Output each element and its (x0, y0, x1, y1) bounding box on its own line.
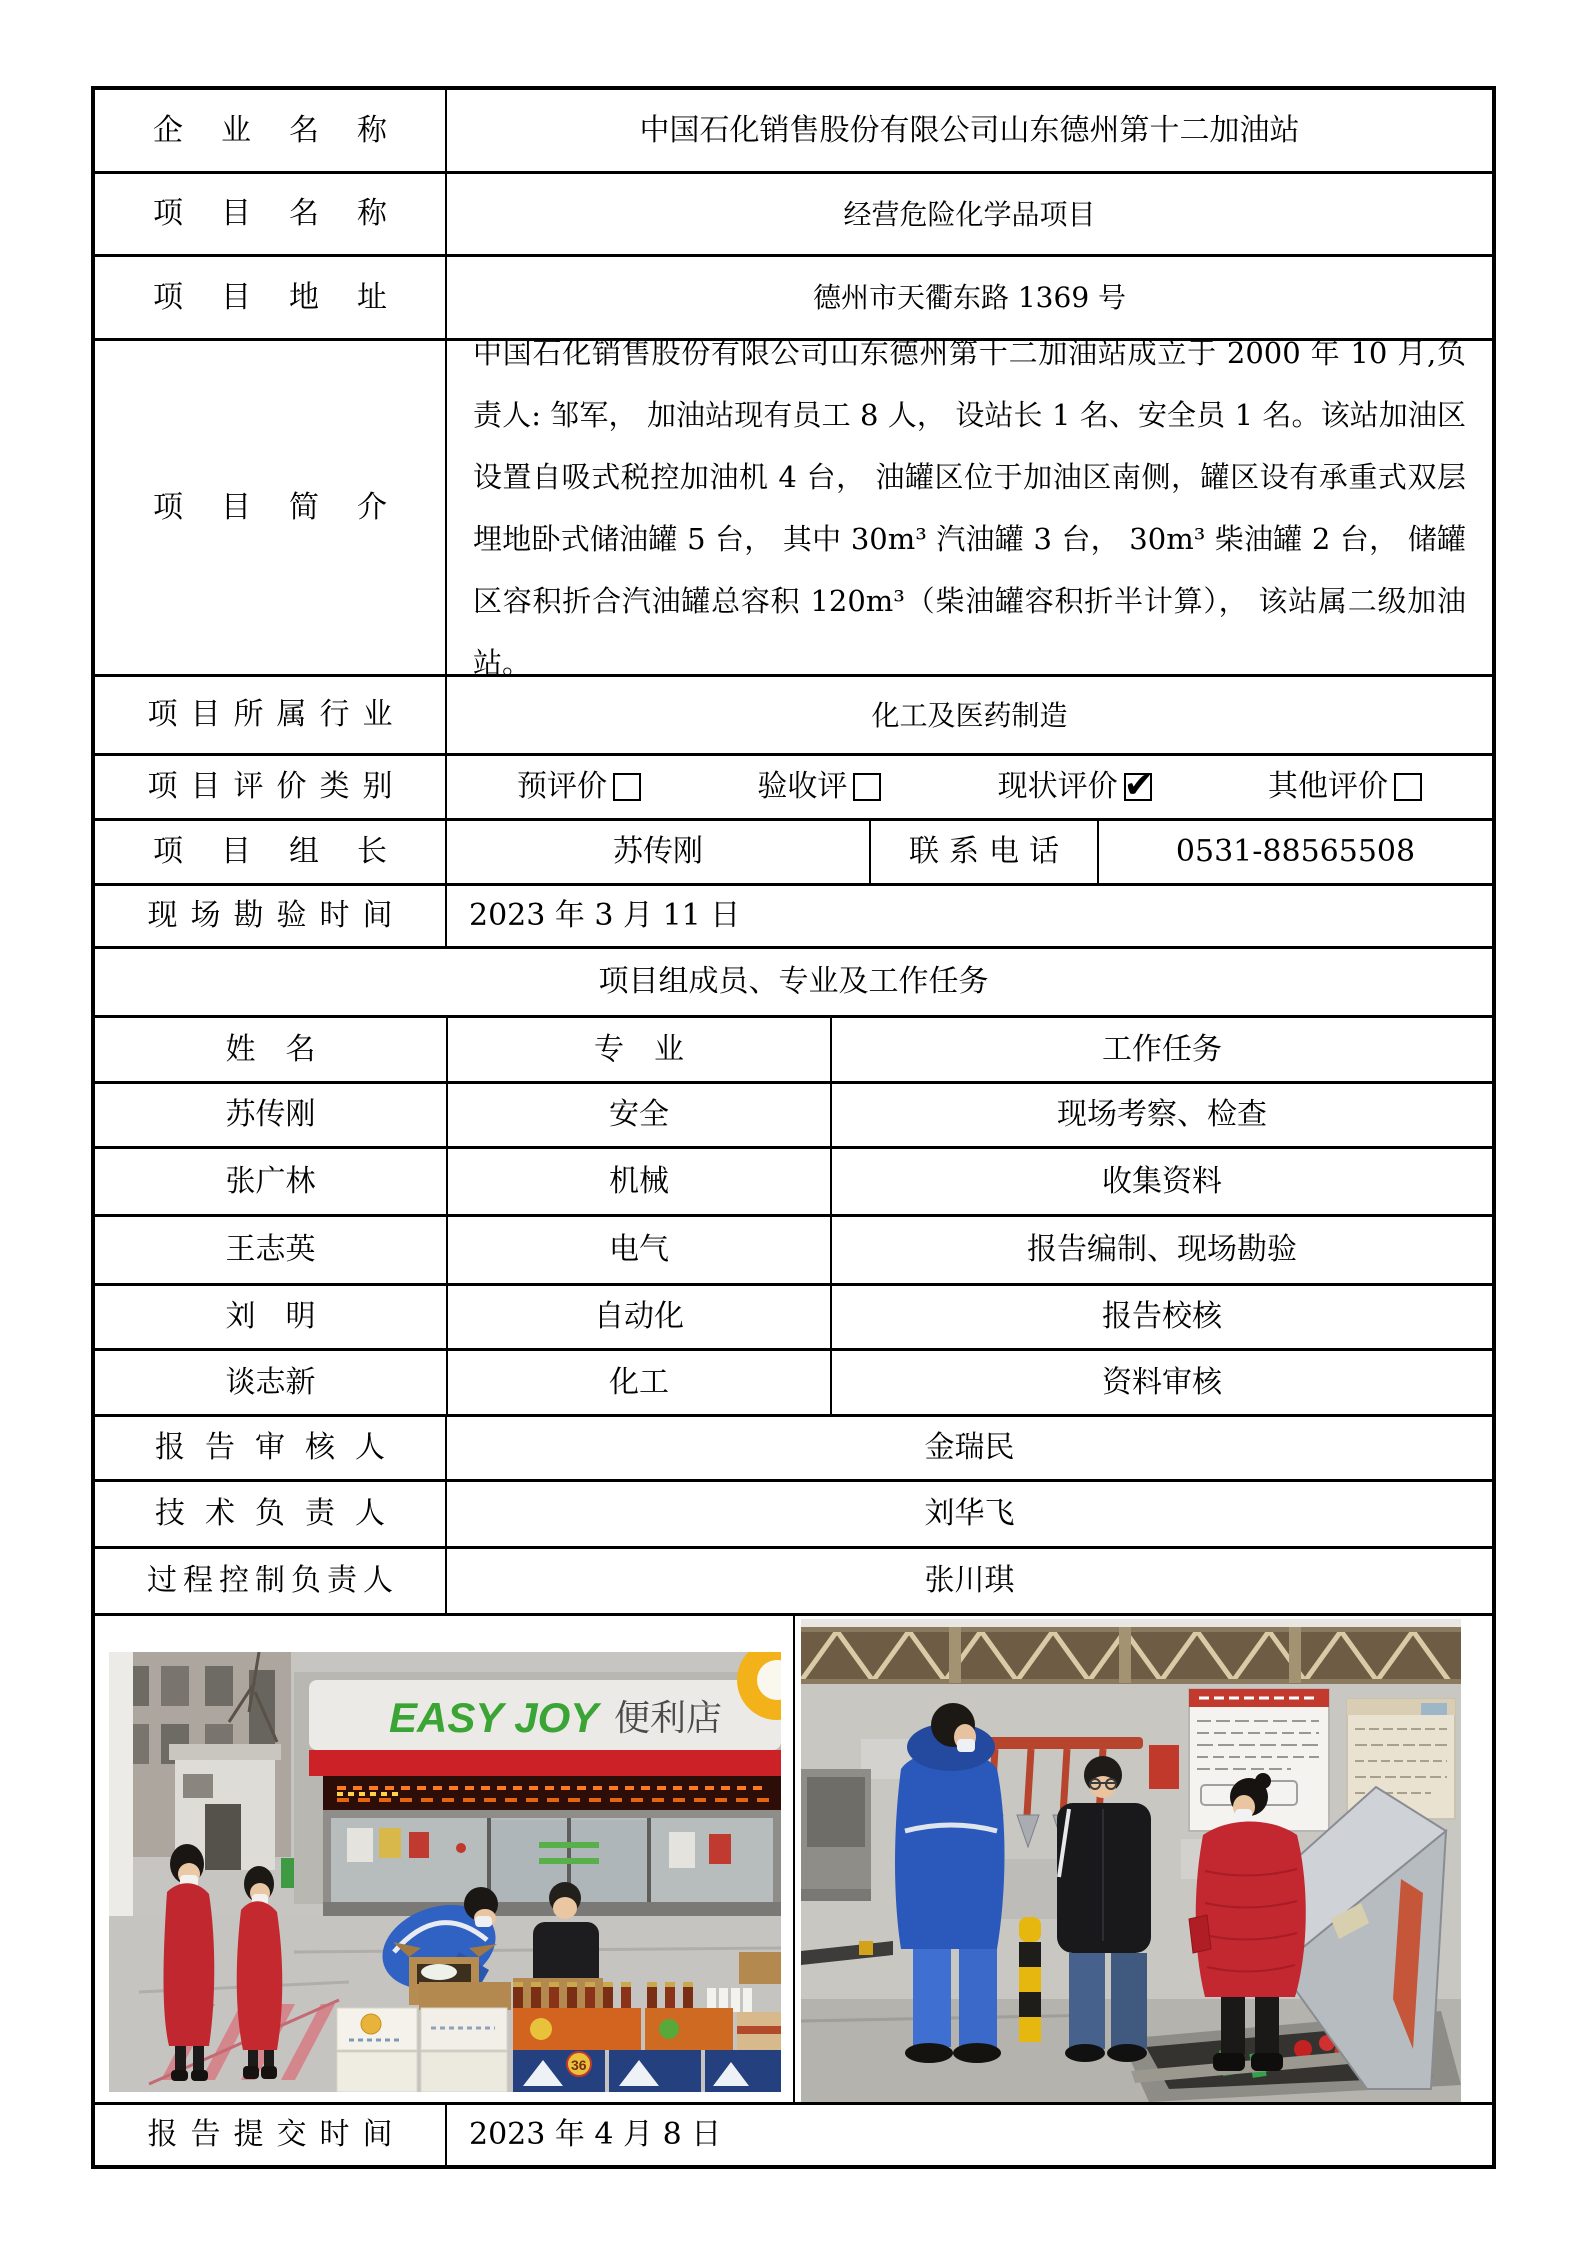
checkbox-pre-evaluation (613, 773, 641, 801)
row-company (95, 90, 1492, 171)
photo-unloading-area-inspection (801, 1619, 1461, 2102)
project-label-cell (95, 174, 445, 254)
submit-date-value: 2023 年 4 月 8 日 (445, 2105, 1492, 2165)
striped-bollard (1019, 1917, 1041, 2042)
option-status-evaluation (998, 768, 1152, 806)
process-lead-value: 张川琪 (445, 1549, 1492, 1613)
face-mask (957, 1739, 975, 1752)
member-3-task: 报告编制、现场勘验 (830, 1217, 1492, 1283)
project-value: 经营危险化学品项目 (445, 174, 1492, 254)
table-row-member-4 (95, 1283, 1492, 1348)
evaluation-options (445, 756, 1492, 818)
row-evaluation-type (95, 753, 1492, 818)
member-2-name: 张广林 (225, 1163, 316, 1199)
member-5-name: 谈志新 (225, 1364, 316, 1400)
table-row-member-1 (95, 1081, 1492, 1146)
submit-date-label-cell (95, 2105, 445, 2165)
table-row-member-5 (95, 1348, 1492, 1414)
leader-label: 项目组长 (153, 834, 425, 870)
member-4-name: 刘 明 (225, 1299, 316, 1335)
option-other-evaluation (1268, 768, 1422, 806)
survey-date-value: 2023 年 3 月 11 日 (445, 886, 1492, 946)
member-1-name: 苏传刚 (225, 1097, 316, 1133)
store-facade (294, 1652, 781, 1916)
member-5-task: 资料审核 (830, 1351, 1492, 1414)
option-acceptance-evaluation-label: 验收评 (757, 769, 848, 805)
company-label-cell (95, 90, 445, 171)
company-value: 中国石化销售股份有限公司山东德州第十二加油站 (445, 90, 1492, 171)
row-team-columns (95, 1015, 1492, 1081)
face-mask (475, 1916, 492, 1927)
red-folder (1189, 1915, 1211, 1953)
leader-phone-label: 联系电话 (909, 834, 1069, 870)
member-2-major: 机械 (446, 1149, 830, 1214)
row-team-section-title (95, 946, 1492, 1015)
option-acceptance-evaluation (757, 768, 881, 806)
row-process-lead (95, 1546, 1492, 1613)
reviewer-value: 金瑞民 (445, 1417, 1492, 1479)
member-4-major: 自动化 (446, 1286, 830, 1348)
table-row-member-3 (95, 1214, 1492, 1283)
survey-date-label-cell (95, 886, 445, 946)
leader-label-cell (95, 821, 445, 883)
address-label-cell (95, 257, 445, 338)
project-label: 项目名称 (153, 196, 425, 232)
option-pre-evaluation-label: 预评价 (517, 769, 607, 805)
team-col-name: 姓 名 (225, 1031, 316, 1067)
industry-value: 化工及医药制造 (445, 677, 1492, 753)
company-label: 企业名称 (153, 112, 425, 148)
option-other-evaluation-label: 其他评价 (1267, 769, 1388, 805)
checkbox-status-evaluation-checked (1124, 773, 1152, 801)
submit-date-label: 报告提交时间 (147, 2117, 406, 2153)
photo-cell-left (95, 1616, 793, 2102)
table-row-member-2 (95, 1146, 1492, 1214)
reviewer-label: 报告审核人 (155, 1430, 405, 1466)
member-3-name: 王志英 (225, 1232, 316, 1268)
row-leader (95, 818, 1492, 883)
row-submit-date (95, 2102, 1492, 2165)
team-col-major: 专 业 (446, 1018, 830, 1081)
industry-label: 项目所属行业 (147, 697, 406, 733)
member-2-task: 收集资料 (830, 1149, 1492, 1214)
row-intro (95, 335, 1492, 680)
tech-lead-label-cell (95, 1482, 445, 1546)
address-value: 德州市天衢东路 1369 号 (445, 257, 1492, 338)
process-lead-label: 过程控制负责人 (147, 1563, 399, 1599)
member-5-major: 化工 (446, 1351, 830, 1414)
survey-date-label: 现场勘验时间 (147, 898, 406, 934)
team-section-title: 项目组成员、专业及工作任务 (598, 964, 989, 1000)
row-photos (95, 1613, 1492, 2102)
reviewer-label-cell (95, 1417, 445, 1479)
store-sign-text: 便利店 (614, 1698, 723, 1739)
option-pre-evaluation (517, 768, 641, 806)
option-status-evaluation-label: 现状评价 (997, 769, 1118, 805)
member-4-task: 报告校核 (830, 1286, 1492, 1348)
red-band (309, 1750, 781, 1776)
address-label: 项目地址 (153, 279, 425, 315)
intro-value-cell (445, 335, 1492, 680)
lattice-fence (801, 1627, 1461, 1684)
evaluation-label-cell (95, 756, 445, 818)
member-1-major: 安全 (446, 1084, 830, 1146)
blue-water-cases (513, 2050, 781, 2092)
checkbox-acceptance-evaluation (853, 773, 881, 801)
member-1-task: 现场考察、检查 (830, 1084, 1492, 1146)
photo-cell-right (793, 1616, 1492, 2102)
member-3-major: 电气 (446, 1217, 830, 1283)
tech-lead-value: 刘华飞 (445, 1482, 1492, 1546)
face-mask (1235, 1809, 1252, 1822)
easy-joy-sign-text: EASY JOY (389, 1694, 599, 1741)
fire-extinguisher-box (1149, 1745, 1179, 1789)
badge-36-text: 36 (571, 2057, 587, 2073)
photo-store-inspection (109, 1652, 781, 2092)
row-reviewer (95, 1414, 1492, 1479)
process-lead-label-cell (95, 1549, 445, 1613)
wall-cabinet (801, 1769, 871, 1901)
row-survey-date (95, 883, 1492, 946)
intro-label: 项目简介 (153, 489, 425, 525)
report-cover-table (91, 86, 1496, 2169)
checkbox-other-evaluation (1394, 773, 1422, 801)
tech-lead-label: 技术负责人 (155, 1496, 405, 1532)
industry-label-cell (95, 677, 445, 753)
row-industry (95, 674, 1492, 753)
leader-phone-value: 0531-88565508 (1097, 821, 1492, 883)
row-project-name (95, 171, 1492, 254)
leader-name: 苏传刚 (445, 821, 869, 883)
led-ticker (323, 1776, 781, 1810)
row-tech-lead (95, 1479, 1492, 1546)
evaluation-label: 项目评价类别 (147, 769, 406, 805)
intro-label-cell (95, 341, 445, 674)
leader-phone-label-cell (869, 821, 1097, 883)
intro-paragraph: 中国石化销售股份有限公司山东德州第十二加油站成立于 2000 年 10 月,负责人: 邹军， 加油站现有员工 8 人， 设站长 1 名、安全员 1 名。该站加油区设置自吸式税控加油机 4 台， 油罐区位于加油区南侧，罐区设有承重式双层埋地卧式储油罐 5 台， 其中 30m³ 汽油罐 3 台， 30m³ 柴油罐 2 台， 储罐区容积折合汽油罐总容积 120m³（柴油罐容积折半计算）， 该站属二级加油站。 (473, 335, 1466, 680)
team-col-task: 工作任务 (830, 1018, 1492, 1081)
